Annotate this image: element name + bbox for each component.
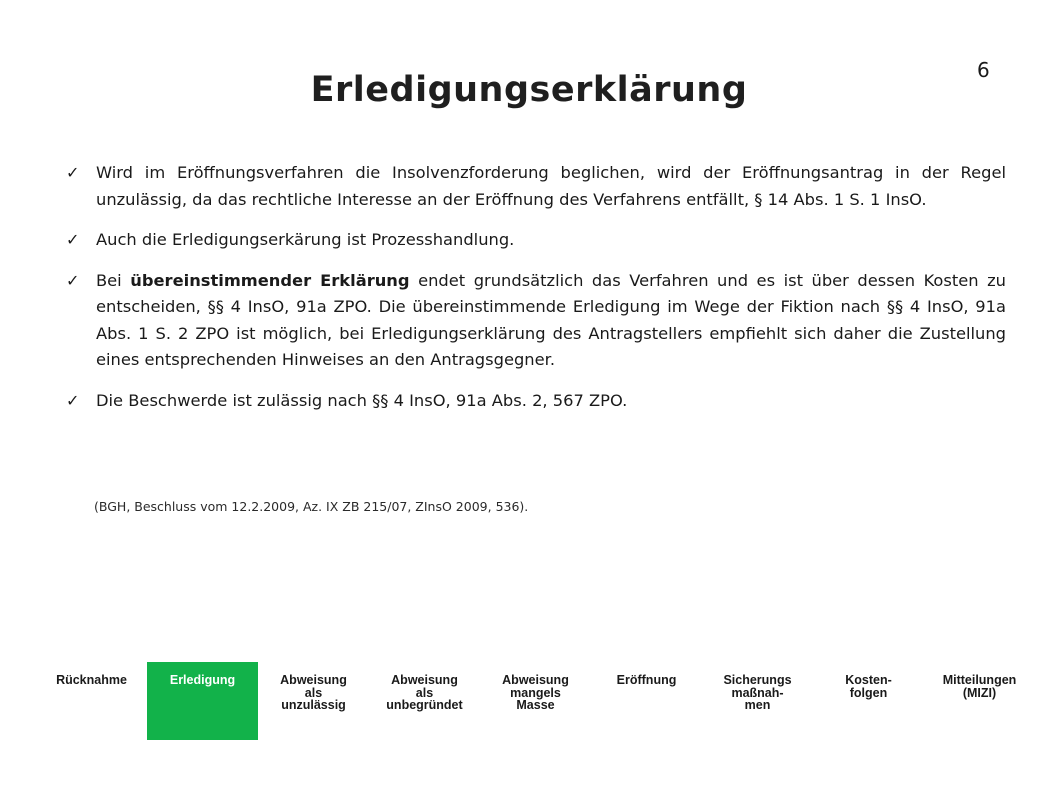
- bullet-text: Die Beschwerde ist zulässig nach §§ 4 InsO, 91a Abs. 2, 567 ZPO.: [96, 390, 628, 410]
- nav-item-mitteilungen[interactable]: Mitteilungen (MIZI): [942, 673, 1017, 700]
- bullet-item: [64, 268, 1006, 374]
- nav-item-ruecknahme[interactable]: Rücknahme: [56, 673, 127, 687]
- nav-item-sicherungsmassnahmen[interactable]: Sicherungs maßnah- men: [723, 673, 792, 712]
- checkmark-icon: ✓: [66, 390, 80, 410]
- checkmark-icon: ✓: [66, 270, 80, 290]
- page-number: 6: [977, 58, 990, 82]
- section-nav: [36, 662, 1035, 740]
- checkmark-icon: ✓: [66, 230, 80, 249]
- nav-item-abweisung-mangels-masse[interactable]: Abweisung mangels Masse: [502, 673, 569, 712]
- bullet-text-suffix: endet grundsätzlich das Verfahren und es ist über dessen Kosten zu entscheiden, §§ 4 InsO, 91a ZPO. Die übereinstimmende Erledigung im Wege der Fiktion nach §§ 4 InsO, 91a Abs. 1 S. 2 ZPO ist möglich, bei Erledigungserklärung des Antragstellers empfiehlt sich daher die Zustellung eines entsprechenden Hinweises an den Antragsgegner.: [96, 270, 1006, 369]
- bullet-text: Wird im Eröffnungsverfahren die Insolvenzforderung beglichen, wird der Eröffnungsantrag in der Regel unzulässig, da das rechtliche Interesse an der Eröffnung des Verfahrens entfällt, § 14 Abs. 1 S. 1 InsO.: [96, 163, 1006, 209]
- nav-item-erledigung[interactable]: Erledigung: [147, 662, 258, 740]
- bullet-item: [64, 227, 1006, 254]
- nav-item-abweisung-unbegruendet[interactable]: Abweisung als unbegründet: [386, 673, 463, 712]
- bullet-text-emphasis: übereinstimmender Erklärung: [130, 270, 410, 290]
- nav-item-kostenfolgen[interactable]: Kosten- folgen: [845, 673, 892, 700]
- bullet-item: [64, 160, 1006, 213]
- slide-title: Erledigungserklärung: [310, 70, 748, 110]
- bullet-item: [64, 388, 1006, 415]
- bullet-text: Auch die Erledigungserkärung ist Prozesshandlung.: [96, 230, 515, 249]
- bullet-list: [64, 160, 1006, 428]
- nav-item-eroeffnung[interactable]: Eröffnung: [616, 673, 677, 687]
- checkmark-icon: ✓: [66, 163, 80, 182]
- citation: (BGH, Beschluss vom 12.2.2009, Az. IX ZB 215/07, ZInsO 2009, 536).: [94, 499, 529, 514]
- nav-item-abweisung-unzulaessig[interactable]: Abweisung als unzulässig: [280, 673, 347, 712]
- bullet-text-prefix: Bei: [96, 270, 131, 290]
